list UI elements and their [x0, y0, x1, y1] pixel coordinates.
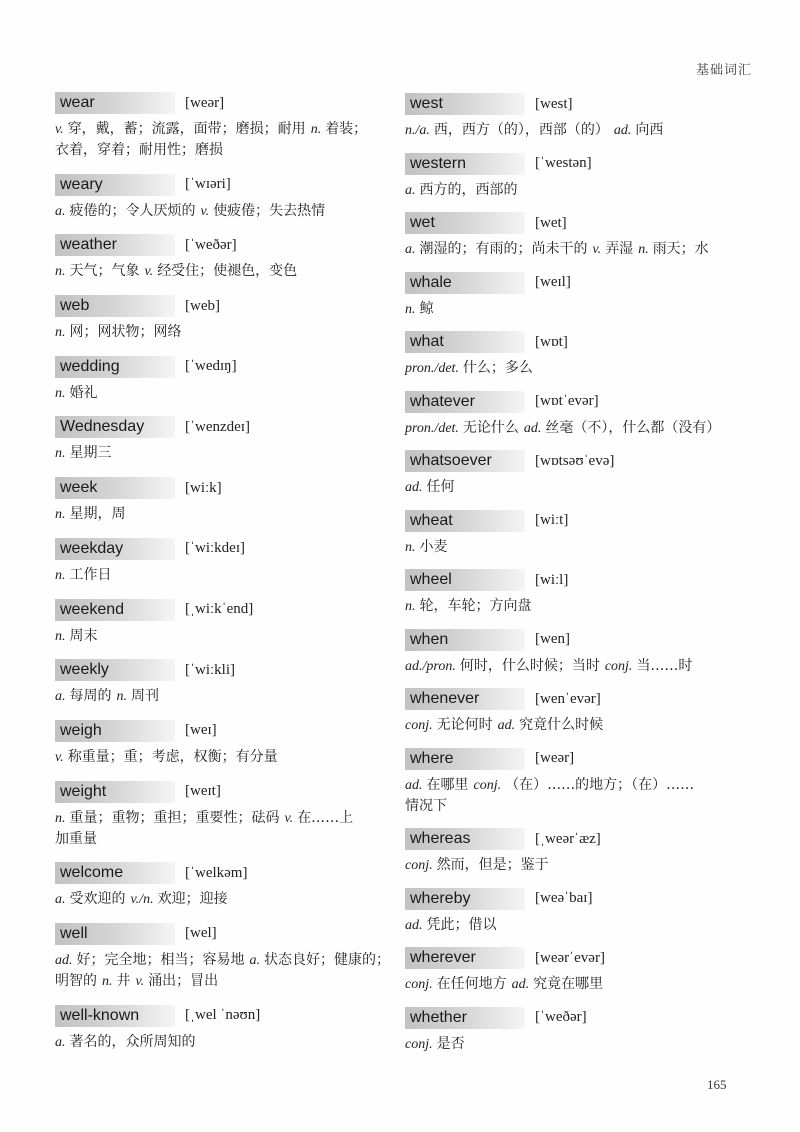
part-of-speech: v.: [55, 122, 64, 137]
definition-text: 然而，但是；鉴于: [436, 857, 549, 873]
entry-header: [405, 1007, 745, 1029]
part-of-speech: ad.: [523, 420, 542, 436]
definitions: [405, 656, 745, 677]
phonetic-transcription: [wɒtsəʊˈevə]: [535, 452, 615, 469]
definitions: [405, 477, 745, 498]
headword: wheat: [405, 510, 525, 532]
phonetic-transcription: [ˈwiːkli]: [185, 661, 235, 678]
part-of-speech: a.: [55, 892, 66, 908]
phonetic-transcription: [wel]: [185, 925, 217, 942]
definition-text: 井: [116, 972, 131, 989]
definition-line: [405, 239, 745, 260]
part-of-speech: n.: [55, 446, 66, 462]
part-of-speech: conj.: [473, 777, 502, 793]
entry-header: [55, 1005, 395, 1027]
definition-text: 星期三: [69, 445, 112, 462]
entry-header: [55, 477, 395, 499]
definition-text: 小麦: [419, 538, 448, 555]
definitions: [55, 383, 395, 404]
vocab-entry: [405, 212, 745, 260]
part-of-speech: n.: [55, 810, 66, 826]
headword: whale: [405, 272, 525, 294]
definitions: [405, 418, 745, 439]
phonetic-transcription: [wenˈevər]: [535, 690, 601, 707]
definition-text: 潮湿的；有雨的；尚未干的: [419, 241, 588, 257]
phonetic-transcription: [weɪl]: [535, 274, 571, 290]
vocab-entry: [55, 720, 395, 768]
definition-text: 情况下: [405, 797, 447, 814]
definitions: [405, 299, 745, 320]
part-of-speech: a.: [405, 242, 416, 257]
definitions: [55, 950, 395, 992]
definition-text: 西方的，西部的: [419, 181, 518, 198]
part-of-speech: pron./det.: [405, 361, 459, 376]
definition-line: [405, 915, 745, 936]
definition-line: [405, 180, 745, 201]
definition-text: 明智的: [55, 972, 97, 989]
part-of-speech: v.: [135, 973, 145, 989]
definitions: [55, 686, 395, 707]
definitions: [405, 596, 745, 617]
entry-header: [405, 391, 745, 413]
part-of-speech: n.: [638, 242, 649, 257]
part-of-speech: n.: [405, 301, 416, 317]
definition-text: 天气；气象: [69, 263, 140, 280]
vocab-entry: [405, 272, 745, 320]
part-of-speech: n.: [116, 689, 127, 705]
definition-line: [405, 299, 745, 320]
part-of-speech: a.: [55, 689, 66, 705]
part-of-speech: conj.: [604, 658, 633, 674]
headword: west: [405, 93, 525, 115]
definition-text: 周末: [69, 627, 98, 644]
headword: whatsoever: [405, 450, 525, 472]
definition-line: [55, 950, 395, 971]
definitions: [55, 201, 395, 222]
headword: wedding: [55, 356, 175, 378]
definition-text: 鲸: [419, 300, 434, 317]
definition-line: [55, 383, 395, 404]
definition-line: [55, 747, 395, 768]
part-of-speech: n.: [55, 507, 66, 523]
headword: weight: [55, 781, 175, 803]
phonetic-transcription: [ˈwelkəm]: [185, 864, 248, 881]
definitions: [55, 261, 395, 282]
definition-line: [55, 626, 395, 647]
vocab-entry: [405, 748, 745, 817]
definitions: [405, 974, 745, 995]
part-of-speech: n.: [55, 385, 66, 401]
definition-line: [405, 656, 745, 677]
definition-line: [55, 829, 395, 850]
part-of-speech: ad.: [405, 777, 423, 793]
entry-header: [405, 510, 745, 532]
part-of-speech: n.: [310, 122, 322, 137]
phonetic-transcription: [weərˈevər]: [535, 949, 605, 966]
definition-text: 网；网状物；网络: [69, 324, 182, 341]
definition-line: [405, 715, 745, 736]
definition-text: 西，西方（的），西部（的）: [433, 122, 609, 138]
right-column: [405, 93, 745, 1066]
part-of-speech: conj.: [405, 858, 433, 873]
headword: where: [405, 748, 525, 770]
definition-line: [55, 686, 395, 707]
definitions: [55, 889, 395, 910]
definition-line: [405, 477, 745, 498]
definitions: [405, 915, 745, 936]
definition-text: 凭此；借以: [426, 916, 497, 933]
headword: wet: [405, 212, 525, 234]
phonetic-transcription: [web]: [185, 297, 220, 314]
definition-text: 究竟在哪里: [533, 976, 604, 992]
part-of-speech: ad.: [497, 718, 516, 733]
part-of-speech: v.: [284, 810, 294, 826]
part-of-speech: v.: [592, 242, 602, 257]
entry-header: [55, 295, 395, 317]
vocab-entry: [405, 828, 745, 876]
definition-text: 穿，戴，蓄；流露，面带；磨损；耐用: [67, 121, 306, 137]
part-of-speech: conj.: [405, 1036, 433, 1052]
definition-line: [55, 889, 395, 910]
vocab-entry: [55, 477, 395, 525]
headword: whether: [405, 1007, 525, 1029]
part-of-speech: n.: [102, 973, 113, 989]
definition-line: [405, 418, 745, 439]
definition-text: 轮，车轮；方向盘: [419, 598, 532, 614]
part-of-speech: ad./pron.: [405, 658, 456, 674]
part-of-speech: n.: [55, 325, 66, 341]
phonetic-transcription: [ˈwiːkdeɪ]: [185, 540, 245, 557]
part-of-speech: n./a.: [405, 123, 430, 138]
definition-text: 工作日: [69, 566, 112, 583]
part-of-speech: ad.: [511, 977, 530, 992]
definitions: [55, 565, 395, 586]
definition-text: 任何: [426, 479, 455, 495]
entry-header: [405, 569, 745, 591]
part-of-speech: v.: [144, 264, 154, 280]
definition-text: 加重量: [55, 830, 97, 847]
headword: whereas: [405, 828, 525, 850]
vocab-entry: [405, 947, 745, 995]
phonetic-transcription: [weɪt]: [185, 783, 221, 800]
part-of-speech: ad.: [405, 480, 423, 495]
part-of-speech: pron./det.: [405, 420, 459, 436]
entry-header: [55, 923, 395, 945]
definition-text: 何时，什么时候；当时: [459, 657, 600, 674]
left-column: [55, 92, 395, 1065]
phonetic-transcription: [ˈweðər]: [185, 236, 237, 253]
part-of-speech: conj.: [405, 718, 433, 733]
definition-line: [55, 1032, 395, 1053]
phonetic-transcription: [west]: [535, 95, 573, 112]
phonetic-transcription: [weər]: [185, 94, 225, 111]
definition-line: [405, 1034, 745, 1055]
definition-line: [405, 596, 745, 617]
definition-text: 弄湿: [605, 241, 634, 257]
definitions: [55, 808, 395, 850]
entry-header: [55, 659, 395, 681]
definition-text: 称重量；重；考虑，权衡；有分量: [67, 748, 278, 765]
headword: weather: [55, 234, 175, 256]
part-of-speech: ad.: [55, 952, 73, 968]
entry-header: [405, 888, 745, 910]
part-of-speech: conj.: [405, 977, 433, 992]
definitions: [405, 180, 745, 201]
definitions: [55, 504, 395, 525]
phonetic-transcription: [ˌwel ˈnəʊn]: [185, 1007, 261, 1024]
vocab-entry: [55, 862, 395, 910]
vocab-entry: [55, 234, 395, 282]
definitions: [55, 626, 395, 647]
phonetic-transcription: [wet]: [535, 214, 567, 231]
section-title: 基础词汇: [695, 63, 752, 78]
definitions: [405, 775, 745, 817]
headword: week: [55, 477, 175, 499]
definition-text: 在……上: [297, 809, 354, 826]
part-of-speech: v.: [55, 749, 64, 765]
definition-text: 周刊: [131, 688, 159, 705]
part-of-speech: n.: [55, 628, 66, 644]
definition-text: 状态良好；健康的；: [264, 951, 390, 968]
part-of-speech: n.: [55, 567, 66, 583]
entry-header: [55, 599, 395, 621]
definition-line: [405, 358, 745, 379]
part-of-speech: a.: [249, 952, 260, 968]
definitions: [55, 747, 395, 768]
entry-header: [405, 331, 745, 353]
definitions: [405, 120, 745, 141]
definition-line: [55, 261, 395, 282]
headword: wear: [55, 92, 175, 114]
headword: whenever: [405, 688, 525, 710]
headword: whereby: [405, 888, 525, 910]
definition-text: 星期，周: [69, 506, 126, 523]
vocab-entry: [55, 923, 395, 992]
headword: wheel: [405, 569, 525, 591]
headword: weary: [55, 174, 175, 196]
phonetic-transcription: [wen]: [535, 631, 570, 647]
phonetic-transcription: [ˌweərˈæz]: [535, 830, 601, 847]
entry-header: [405, 688, 745, 710]
definition-text: 涌出；冒出: [148, 972, 219, 989]
part-of-speech: a.: [405, 182, 416, 198]
headword: well-known: [55, 1005, 175, 1027]
entry-header: [405, 629, 745, 651]
entry-header: [55, 356, 395, 378]
entry-header: [405, 93, 745, 115]
definition-line: [55, 443, 395, 464]
definition-text: 丝毫（不），什么都（没有）: [545, 419, 721, 436]
entry-header: [405, 272, 745, 294]
phonetic-transcription: [wiːt]: [535, 512, 569, 528]
part-of-speech: n.: [55, 264, 66, 280]
entry-header: [55, 862, 395, 884]
definition-line: [405, 974, 745, 995]
definition-line: [55, 140, 395, 161]
definitions: [405, 1034, 745, 1055]
vocab-entry: [55, 174, 395, 222]
definition-text: 雨天；水: [652, 241, 709, 257]
entry-header: [405, 947, 745, 969]
entry-header: [55, 234, 395, 256]
vocab-entry: [405, 331, 745, 379]
phonetic-transcription: [weəˈbaɪ]: [535, 890, 593, 906]
headword: weigh: [55, 720, 175, 742]
definition-text: 著名的，众所周知的: [69, 1033, 196, 1050]
vocab-entry: [55, 659, 395, 707]
headword: well: [55, 923, 175, 945]
entry-header: [405, 212, 745, 234]
entry-header: [55, 92, 395, 114]
definition-line: [405, 775, 745, 796]
definitions: [55, 443, 395, 464]
part-of-speech: n.: [405, 539, 416, 555]
entry-header: [55, 538, 395, 560]
phonetic-transcription: [wɒtˈevər]: [535, 393, 599, 409]
phonetic-transcription: [ˈwenzdeɪ]: [185, 418, 250, 435]
vocab-entry: [55, 599, 395, 647]
vocab-entry: [55, 781, 395, 850]
definition-text: 衣着，穿着；耐用性；磨损: [55, 142, 223, 158]
entry-header: [55, 174, 395, 196]
definition-text: 无论什么: [462, 419, 519, 436]
entry-header: [55, 720, 395, 742]
entry-header: [55, 416, 395, 438]
part-of-speech: v./n.: [130, 892, 154, 908]
vocab-entry: [55, 356, 395, 404]
definition-text: 是否: [436, 1035, 465, 1052]
entry-header: [55, 781, 395, 803]
definition-text: 受欢迎的: [69, 891, 126, 908]
definition-text: 在任何地方: [436, 976, 507, 992]
definitions: [405, 537, 745, 558]
definitions: [55, 1032, 395, 1053]
headword: web: [55, 295, 175, 317]
headword: weekly: [55, 659, 175, 681]
vocab-entry: [405, 450, 745, 498]
definitions: [55, 322, 395, 343]
vocab-entry: [55, 295, 395, 343]
definition-text: 每周的: [69, 688, 112, 705]
vocab-entry: [405, 888, 745, 936]
definition-text: 使疲倦；失去热情: [213, 202, 326, 219]
vocab-entry: [405, 688, 745, 736]
definition-text: 重量；重物；重担；重要性；砝码: [69, 809, 280, 826]
definition-text: 当……时: [636, 657, 693, 674]
vocab-entry: [405, 510, 745, 558]
definition-line: [55, 808, 395, 829]
definition-line: [405, 855, 745, 876]
definition-text: （在）……的地方；（在）……: [505, 776, 695, 793]
definition-text: 好；完全地；相当；容易地: [76, 951, 245, 968]
definition-line: [55, 322, 395, 343]
vocab-entry: [405, 1007, 745, 1055]
definition-text: 经受住；使褪色，变色: [157, 263, 298, 280]
vocab-entry: [55, 416, 395, 464]
definition-line: [55, 119, 395, 140]
definition-line: [405, 537, 745, 558]
vocab-entry: [55, 92, 395, 161]
definition-line: [55, 504, 395, 525]
definitions: [405, 358, 745, 379]
definition-text: 无论何时: [436, 717, 493, 733]
definition-line: [55, 201, 395, 222]
phonetic-transcription: [ˈwedɪŋ]: [185, 358, 237, 375]
entry-header: [405, 450, 745, 472]
headword: welcome: [55, 862, 175, 884]
definition-text: 疲倦的；令人厌烦的: [69, 202, 196, 219]
vocab-entry: [405, 629, 745, 677]
headword: whatever: [405, 391, 525, 413]
headword: weekend: [55, 599, 175, 621]
phonetic-transcription: [wɒt]: [535, 333, 568, 350]
definition-text: 向西: [635, 122, 664, 138]
entry-header: [405, 748, 745, 770]
part-of-speech: ad.: [405, 917, 423, 933]
definition-text: 欢迎；迎接: [157, 891, 228, 908]
definition-text: 什么；多么: [462, 360, 533, 376]
definition-text: 婚礼: [69, 384, 98, 401]
phonetic-transcription: [ˈweðər]: [535, 1009, 587, 1025]
vocab-entry: [55, 538, 395, 586]
headword: western: [405, 153, 525, 175]
vocab-entry: [55, 1005, 395, 1053]
definitions: [405, 855, 745, 876]
definition-line: [405, 796, 745, 817]
definition-text: 究竟什么时候: [519, 717, 604, 733]
phonetic-transcription: [weɪ]: [185, 722, 217, 739]
part-of-speech: ad.: [613, 123, 632, 138]
page-number: 165: [707, 1077, 727, 1092]
part-of-speech: a.: [55, 203, 66, 219]
headword: when: [405, 629, 525, 651]
definitions: [405, 715, 745, 736]
phonetic-transcription: [ˌwiːkˈend]: [185, 601, 254, 617]
part-of-speech: a.: [55, 1034, 66, 1050]
vocab-entry: [405, 391, 745, 439]
definitions: [405, 239, 745, 260]
entry-header: [405, 153, 745, 175]
phonetic-transcription: [weər]: [535, 750, 575, 766]
definition-line: [55, 971, 395, 992]
vocab-entry: [405, 569, 745, 617]
phonetic-transcription: [ˈwestən]: [535, 155, 592, 171]
vocab-entry: [405, 153, 745, 201]
entry-header: [405, 828, 745, 850]
definition-text: 在哪里: [426, 776, 469, 793]
phonetic-transcription: [ˈwɪəri]: [185, 176, 231, 193]
headword: Wednesday: [55, 416, 175, 438]
headword: what: [405, 331, 525, 353]
part-of-speech: n.: [405, 599, 416, 614]
definition-text: 着装；: [325, 121, 368, 137]
vocab-entry: [405, 93, 745, 141]
definition-line: [405, 120, 745, 141]
definitions: [55, 119, 395, 161]
headword: weekday: [55, 538, 175, 560]
headword: wherever: [405, 947, 525, 969]
definition-line: [55, 565, 395, 586]
part-of-speech: v.: [200, 203, 210, 219]
phonetic-transcription: [wiːk]: [185, 479, 222, 496]
phonetic-transcription: [wiːl]: [535, 571, 569, 588]
